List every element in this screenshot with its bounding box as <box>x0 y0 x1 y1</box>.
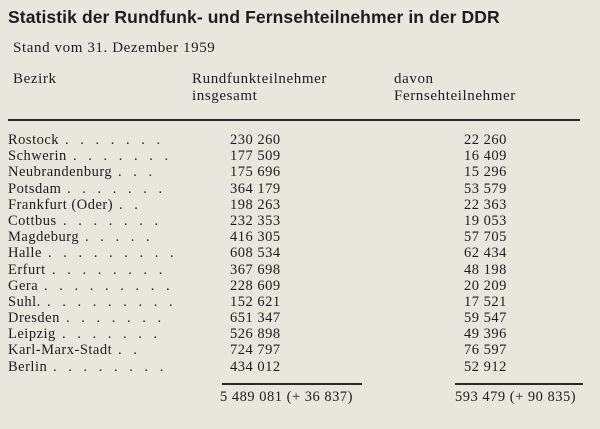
rundfunk-value: 526 898 <box>230 326 281 343</box>
stand-date: Stand vom 31. Dezember 1959 <box>13 40 216 56</box>
rundfunk-value: 198 263 <box>230 196 281 213</box>
header-rundfunk-line2: insgesamt <box>192 88 258 104</box>
rundfunk-value: 724 797 <box>230 342 281 359</box>
rundfunk-value: 651 347 <box>230 310 281 327</box>
rundfunk-value: 152 621 <box>230 293 281 310</box>
bezirk-name: Berlin <box>8 358 48 375</box>
header-bezirk: Bezirk <box>13 71 57 87</box>
bezirk-name: Potsdam <box>8 180 62 197</box>
table-row <box>0 342 600 358</box>
header-fernseh-line2: Fernsehteilnehmer <box>394 88 516 104</box>
total-divider-rundfunk <box>222 383 362 385</box>
rundfunk-value: 364 179 <box>230 180 281 197</box>
table-row <box>0 213 600 229</box>
leader-dots: . . . . . . . . . <box>47 293 177 310</box>
rundfunk-value: 232 353 <box>230 212 281 229</box>
table-row <box>0 164 600 180</box>
fernseh-value: 15 296 <box>464 164 507 181</box>
rundfunk-value: 175 696 <box>230 164 281 181</box>
fernseh-value: 16 409 <box>464 148 507 165</box>
fernseh-value: 22 363 <box>464 196 507 213</box>
leader-dots: . . <box>119 196 142 213</box>
header-rundfunk <box>192 71 327 105</box>
total-rundfunk: 5 489 081 (+ 36 837) <box>220 389 353 405</box>
bezirk-name: Dresden <box>8 310 60 327</box>
page-title: Statistik der Rundfunk- und Fernsehteilnehmer in der DDR <box>8 7 500 27</box>
rundfunk-value: 177 509 <box>230 148 281 165</box>
fernseh-value: 49 396 <box>464 326 507 343</box>
table-row <box>0 132 600 148</box>
fernseh-value: 52 912 <box>464 358 507 375</box>
table-row <box>0 148 600 164</box>
fernseh-value: 59 547 <box>464 310 507 327</box>
table-row <box>0 294 600 310</box>
table-row <box>0 326 600 342</box>
bezirk-name: Leipzig <box>8 326 56 343</box>
leader-dots: . . . . . . . . <box>52 261 167 278</box>
bezirk-name: Magdeburg <box>8 229 80 246</box>
bezirk-name: Suhl. <box>8 293 41 310</box>
bezirk-name: Schwerin <box>8 148 67 165</box>
leader-dots: . . . . . . . <box>65 132 165 148</box>
total-divider-fernseh <box>455 383 583 385</box>
table-row <box>0 245 600 261</box>
leader-dots: . . . . . . . <box>62 326 162 343</box>
bezirk-name: Rostock <box>8 132 60 148</box>
rundfunk-value: 608 534 <box>230 245 281 262</box>
rundfunk-value: 416 305 <box>230 229 281 246</box>
bezirk-name: Gera <box>8 277 39 294</box>
header-rundfunk-line1: Rundfunkteilnehmer <box>192 71 327 87</box>
leader-dots: . . <box>118 342 141 359</box>
fernseh-value: 22 260 <box>464 132 507 148</box>
header-fernseh <box>394 71 516 105</box>
leader-dots: . . . . . . . <box>67 180 167 197</box>
table-row <box>0 278 600 294</box>
bezirk-name: Erfurt <box>8 261 46 278</box>
rundfunk-value: 434 012 <box>230 358 281 375</box>
leader-dots: . . . . . . . . <box>53 358 168 375</box>
bezirk-name: Neubrandenburg <box>8 164 113 181</box>
fernseh-value: 62 434 <box>464 245 507 262</box>
leader-dots: . . . . . <box>85 229 154 246</box>
table-row <box>0 197 600 213</box>
table-body <box>0 132 600 375</box>
fernseh-value: 19 053 <box>464 212 507 229</box>
leader-dots: . . . . . . . . . <box>44 277 174 294</box>
rundfunk-value: 230 260 <box>230 132 281 148</box>
rundfunk-value: 367 698 <box>230 261 281 278</box>
bezirk-name: Karl-Marx-Stadt <box>8 342 113 359</box>
fernseh-value: 17 521 <box>464 293 507 310</box>
bezirk-name: Frankfurt (Oder) <box>8 196 114 213</box>
table-row <box>0 310 600 326</box>
leader-dots: . . . . . . . <box>66 310 166 327</box>
table-row <box>0 262 600 278</box>
header-divider <box>8 119 580 121</box>
header-fernseh-line1: davon <box>394 71 434 87</box>
fernseh-value: 76 597 <box>464 342 507 359</box>
leader-dots: . . . . . . . <box>73 148 173 165</box>
rundfunk-value: 228 609 <box>230 277 281 294</box>
fernseh-value: 20 209 <box>464 277 507 294</box>
leader-dots: . . . . . . . <box>63 212 163 229</box>
leader-dots: . . . <box>118 164 157 181</box>
bezirk-name: Halle <box>8 245 42 262</box>
fernseh-value: 53 579 <box>464 180 507 197</box>
leader-dots: . . . . . . . . . <box>48 245 178 262</box>
table-row <box>0 229 600 245</box>
table-row <box>0 181 600 197</box>
total-fernseh: 593 479 (+ 90 835) <box>455 389 577 405</box>
fernseh-value: 57 705 <box>464 229 507 246</box>
bezirk-name: Cottbus <box>8 212 57 229</box>
table-row <box>0 359 600 375</box>
fernseh-value: 48 198 <box>464 261 507 278</box>
